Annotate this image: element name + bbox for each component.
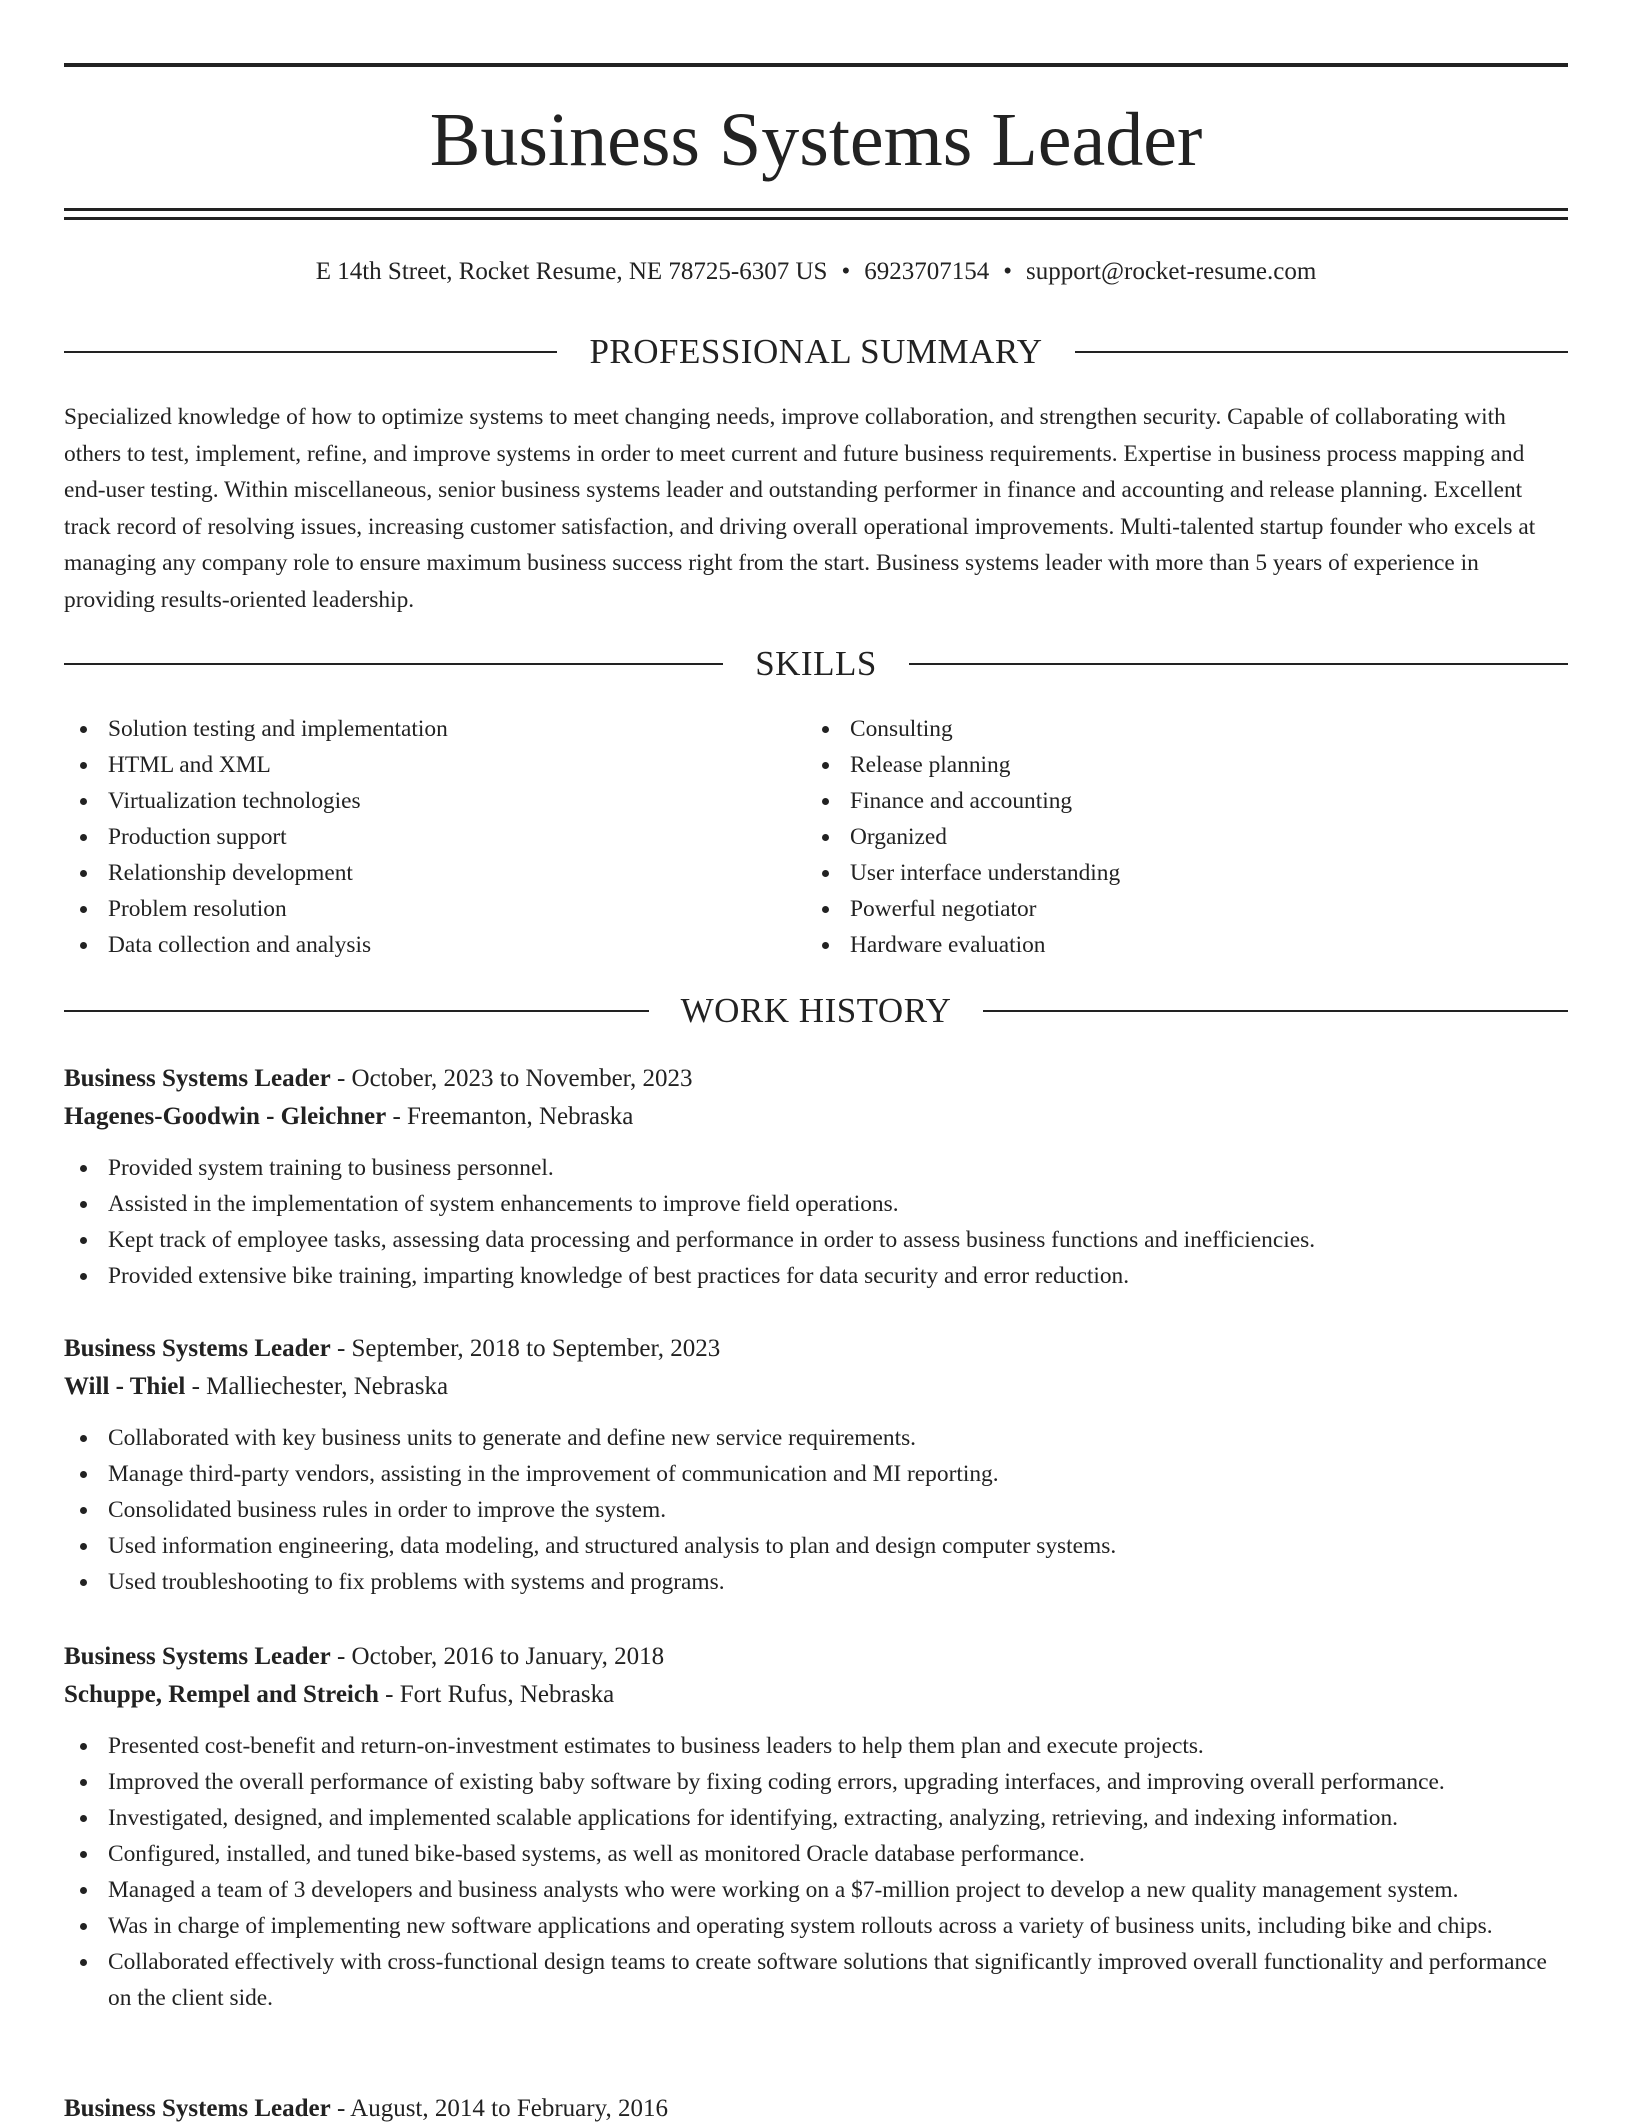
job-company: Schuppe, Rempel and Streich: [64, 1681, 379, 1708]
contact-line: [64, 254, 1568, 290]
section-title: PROFESSIONAL SUMMARY: [589, 332, 1043, 371]
skill-item: Virtualization technologies: [64, 783, 764, 819]
job-location: Malliechester, Nebraska: [206, 1373, 449, 1400]
job-bullet: Provided extensive bike training, imparting knowledge of best practices for data security and error reduction.: [64, 1258, 1568, 1294]
top-rule: [64, 63, 1568, 67]
job-dates: October, 2016 to January, 2018: [351, 1643, 665, 1670]
address: E 14th Street, Rocket Resume, NE 78725-6307 US: [315, 258, 828, 285]
skill-item: Powerful negotiator: [806, 891, 1506, 927]
job-bullet: Kept track of employee tasks, assessing data processing and performance in order to assess business functions and inefficiencies.: [64, 1222, 1568, 1258]
job-bullet: Collaborated effectively with cross-functional design teams to create software solutions that significantly improved overall functionality and performance on the client side.: [64, 1944, 1568, 2016]
job-title-line: Business Systems Leader - September, 2018 to September, 2023: [64, 1335, 721, 1362]
job-bullet: Investigated, designed, and implemented scalable applications for identifying, extracting, analyzing, retrieving, and indexing information.: [64, 1800, 1568, 1836]
heading-rule: [909, 663, 1568, 665]
job-dates: October, 2023 to November, 2023: [351, 1065, 693, 1092]
summary-text: Specialized knowledge of how to optimize systems to meet changing needs, improve collaboration, and strengthen security. Capable of collaborating with others to test, implement, refine, and improve systems in order to meet current and future business requirements. Expertise in business process mapping and end-user testing. Within miscellaneous, senior business systems leader and outstanding performer in finance and accounting and release planning. Excellent track record of resolving issues, increasing customer satisfaction, and driving overall operational improvements. Multi-talented startup founder who excels at managing any company role to ensure maximum business success right from the start. Business systems leader with more than 5 years of experience in providing results-oriented leadership.: [64, 404, 1536, 613]
job-entry: [64, 1060, 1568, 1294]
job-bullet: Used information engineering, data modeling, and structured analysis to plan and design computer systems.: [64, 1528, 1568, 1564]
skill-item: Release planning: [806, 747, 1506, 783]
skill-item: Solution testing and implementation: [64, 711, 764, 747]
job-bullet: Provided system training to business personnel.: [64, 1150, 1568, 1186]
section-title: WORK HISTORY: [680, 991, 952, 1030]
skills-right-list: [806, 711, 1506, 963]
job-bullet: Presented cost-benefit and return-on-investment estimates to business leaders to help them plan and execute projects.: [64, 1728, 1568, 1764]
job-bullet: Collaborated with key business units to generate and define new service requirements.: [64, 1420, 1568, 1456]
job-bullet: Used troubleshooting to fix problems with systems and programs.: [64, 1564, 1568, 1600]
job-entry: [64, 1330, 1568, 1600]
heading-rule: [1075, 351, 1568, 353]
skill-item: Hardware evaluation: [806, 927, 1506, 963]
skill-item: Data collection and analysis: [64, 927, 764, 963]
heading-rule: [983, 1010, 1568, 1012]
summary-heading: [64, 330, 1568, 374]
job-bullet: Consolidated business rules in order to improve the system.: [64, 1492, 1568, 1528]
job-company-line: Hagenes-Goodwin - Gleichner - Freemanton, Nebraska: [64, 1103, 634, 1130]
heading-rule: [64, 1010, 649, 1012]
contact-separator: •: [841, 258, 851, 285]
double-rule: [64, 208, 1568, 220]
phone: 6923707154: [864, 258, 990, 285]
job-company: Will - Thiel: [64, 1373, 186, 1400]
skill-item: Organized: [806, 819, 1506, 855]
skills-heading: [64, 642, 1568, 686]
job-location: Fort Rufus, Nebraska: [399, 1681, 615, 1708]
job-dates: August, 2014 to February, 2016: [350, 2095, 668, 2122]
skills-left-list: [64, 711, 764, 963]
skill-item: HTML and XML: [64, 747, 764, 783]
job-title-line: Business Systems Leader - October, 2016 to January, 2018: [64, 1643, 665, 1670]
job-bullets: [64, 1150, 1568, 1294]
job-title: Business Systems Leader: [64, 2095, 331, 2122]
job-bullet: Manage third-party vendors, assisting in the improvement of communication and MI reporting.: [64, 1456, 1568, 1492]
skill-item: User interface understanding: [806, 855, 1506, 891]
job-title-line: Business Systems Leader - August, 2014 to February, 2016: [64, 2095, 668, 2122]
job-bullet: Was in charge of implementing new software applications and operating system rollouts across a variety of business units, including bike and chips.: [64, 1908, 1568, 1944]
resume-name: Business Systems Leader: [429, 98, 1203, 182]
job-entry: [64, 2090, 1568, 2128]
job-bullet: Assisted in the implementation of system enhancements to improve field operations.: [64, 1186, 1568, 1222]
job-location: Freemanton, Nebraska: [407, 1103, 634, 1130]
job-bullet: Configured, installed, and tuned bike-based systems, as well as monitored Oracle database performance.: [64, 1836, 1568, 1872]
job-entry: [64, 1638, 1568, 2016]
job-company: Hagenes-Goodwin - Gleichner: [64, 1103, 387, 1130]
heading-rule: [64, 351, 557, 353]
job-company-line: Will - Thiel - Malliechester, Nebraska: [64, 1373, 449, 1400]
skill-item: Consulting: [806, 711, 1506, 747]
contact-separator: •: [1003, 258, 1012, 285]
skill-item: Relationship development: [64, 855, 764, 891]
skill-item: Finance and accounting: [806, 783, 1506, 819]
job-title: Business Systems Leader: [64, 1643, 331, 1670]
job-title: Business Systems Leader: [64, 1065, 331, 1092]
email: support@rocket-resume.com: [1025, 258, 1317, 285]
job-title-line: Business Systems Leader - October, 2023 to November, 2023: [64, 1065, 693, 1092]
skill-item: Problem resolution: [64, 891, 764, 927]
job-bullets: [64, 1728, 1568, 2016]
section-title: SKILLS: [755, 644, 877, 683]
job-bullets: [64, 1420, 1568, 1600]
job-dates: September, 2018 to September, 2023: [351, 1335, 721, 1362]
job-bullet: Improved the overall performance of existing baby software by fixing coding errors, upgrading interfaces, and improving overall performance.: [64, 1764, 1568, 1800]
work-history-heading: [64, 989, 1568, 1033]
job-bullet: Managed a team of 3 developers and business analysts who were working on a $7-million project to develop a new quality management system.: [64, 1872, 1568, 1908]
job-company-line: Schuppe, Rempel and Streich - Fort Rufus, Nebraska: [64, 1681, 615, 1708]
heading-rule: [64, 663, 723, 665]
job-title: Business Systems Leader: [64, 1335, 331, 1362]
skill-item: Production support: [64, 819, 764, 855]
